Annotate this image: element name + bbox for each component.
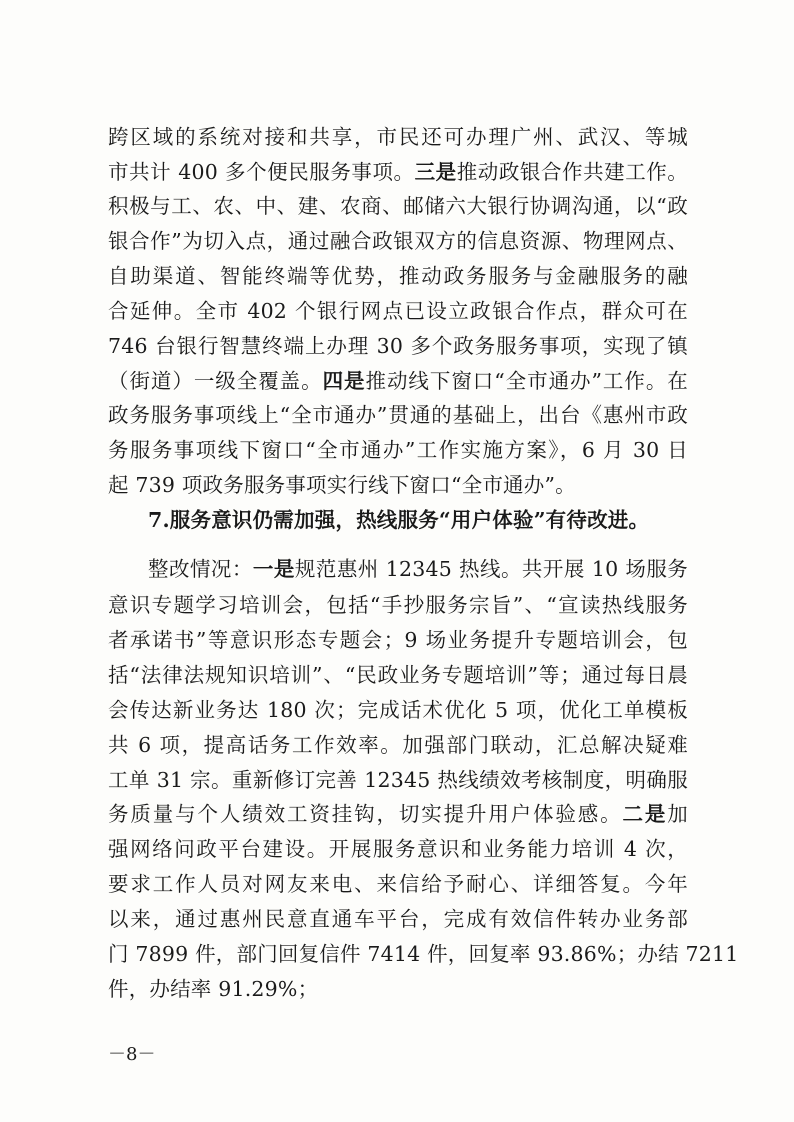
text-span: 加 — [667, 802, 688, 826]
text-line — [108, 191, 688, 221]
bold-text: 四是 — [322, 369, 366, 393]
text-line — [108, 470, 688, 500]
text-span: 推动线下窗口“全市通办”工作。在 — [365, 369, 689, 393]
text-line — [148, 554, 688, 584]
text-line — [108, 904, 688, 934]
text-line — [108, 122, 688, 152]
text-span: 合延伸。全市 402 个银行网点已设立政银合作点，群众可在 — [108, 299, 688, 323]
text-line — [108, 695, 688, 725]
text-line — [108, 261, 688, 291]
bold-text: 一是 — [252, 557, 295, 581]
text-span: 门 7899 件，部门回复信件 7414 件，回复率 93.86%；办结 7211 — [108, 942, 739, 966]
text-line — [108, 435, 688, 465]
text-span: 起 739 项政务服务事项实行线下窗口“全市通办”。 — [108, 473, 576, 497]
text-line — [148, 505, 688, 535]
text-line — [108, 939, 739, 969]
text-span: 会传达新业务达 180 次；完成话术优化 5 项，优化工单模板 — [108, 698, 688, 722]
text-span: 括“法律法规知识培训”、“民政业务专题培训”等；通过每日晨 — [108, 663, 688, 687]
text-line — [108, 765, 688, 795]
bold-text: 7.服务意识仍需加强，热线服务“用户体验”有待改进。 — [148, 508, 650, 532]
text-span: 务服务事项线下窗口“全市通办”工作实施方案》，6 月 30 日 — [108, 438, 688, 462]
text-line — [108, 296, 688, 326]
text-line — [108, 869, 688, 899]
text-line — [108, 625, 688, 655]
text-line — [108, 834, 688, 864]
text-span: 要求工作人员对网友来电、来信给予耐心、详细答复。今年 — [108, 872, 688, 896]
text-span: 强网络问政平台建设。开展服务意识和业务能力培训 4 次， — [108, 837, 688, 861]
text-line — [108, 660, 688, 690]
page-number: －8－ — [108, 1044, 156, 1065]
text-span: 规范惠州 12345 热线。共开展 10 场服务 — [294, 557, 689, 581]
bold-text: 三是 — [414, 160, 457, 184]
text-line — [108, 974, 688, 1004]
text-line — [108, 730, 688, 760]
text-span: 746 台银行智慧终端上办理 30 多个政务服务事项，实现了镇 — [108, 334, 688, 358]
text-span: 以来，通过惠州民意直通车平台，完成有效信件转办业务部 — [108, 907, 688, 931]
text-span: 政务服务事项线上“全市通办”贯通的基础上，出台《惠州市政 — [108, 403, 688, 427]
text-span: 自助渠道、智能终端等优势，推动政务服务与金融服务的融 — [108, 264, 688, 288]
text-span: 者承诺书”等意识形态专题会；9 场业务提升专题培训会，包 — [108, 628, 688, 652]
bold-text: 二是 — [622, 802, 668, 826]
text-line — [108, 366, 688, 396]
text-line — [108, 590, 688, 620]
text-line — [108, 157, 688, 187]
text-span: 整改情况： — [148, 557, 253, 581]
text-span: 件，办结率 91.29%； — [108, 977, 319, 1001]
text-span: 银合作”为切入点，通过融合政银双方的信息资源、物理网点、 — [108, 229, 688, 253]
text-span: 积极与工、农、中、建、农商、邮储六大银行协调沟通，以“政 — [108, 194, 688, 218]
text-span: （街道）一级全覆盖。 — [108, 369, 323, 393]
text-span: 务质量与个人绩效工资挂钩，切实提升用户体验感。 — [108, 802, 623, 826]
text-span: 工单 31 宗。重新修订完善 12345 热线绩效考核制度，明确服 — [108, 768, 688, 792]
text-span: 意识专题学习培训会，包括“手抄服务宗旨”、“宣读热线服务 — [108, 593, 688, 617]
text-span: 共 6 项，提高话务工作效率。加强部门联动，汇总解决疑难 — [108, 733, 688, 757]
text-span: 推动政银合作共建工作。 — [456, 160, 689, 184]
text-span: 市共计 400 多个便民服务事项。 — [108, 160, 415, 184]
text-line — [108, 799, 688, 829]
text-line — [108, 331, 688, 361]
text-span: 跨区域的系统对接和共享，市民还可办理广州、武汉、等城 — [108, 125, 688, 149]
text-line — [108, 226, 688, 256]
text-line — [108, 400, 688, 430]
